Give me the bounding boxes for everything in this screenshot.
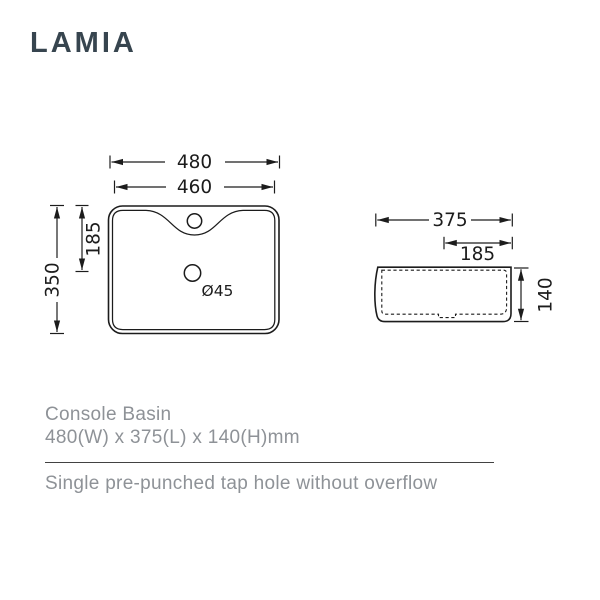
basin-outer-rim (109, 206, 280, 334)
drain-diameter-label: Ø45 (201, 282, 234, 300)
dim-label-tap-offset: 185 (83, 221, 105, 257)
dim-label-width-outer: 480 (176, 152, 213, 173)
dim-label-side-height: 140 (535, 277, 557, 313)
page-title: LAMIA (30, 27, 137, 59)
side-hidden-contour (382, 270, 507, 317)
dim-label-drain-offset: 185 (459, 244, 496, 265)
footer-divider (45, 462, 494, 463)
basin-side-view (375, 267, 511, 321)
drain-hole (184, 265, 200, 281)
dim-label-width-inner: 460 (176, 177, 213, 198)
side-outline (375, 267, 511, 321)
dim-label-depth: 375 (432, 210, 468, 231)
dim-side-height (514, 268, 529, 322)
product-dimensions: 480(W) x 375(L) x 140(H)mm (45, 427, 300, 448)
basin-top-view (109, 206, 280, 334)
product-feature: Single pre-punched tap hole without overflow (45, 473, 438, 494)
product-name: Console Basin (45, 404, 172, 425)
tap-hole (187, 214, 201, 228)
dim-label-height: 350 (42, 262, 64, 298)
